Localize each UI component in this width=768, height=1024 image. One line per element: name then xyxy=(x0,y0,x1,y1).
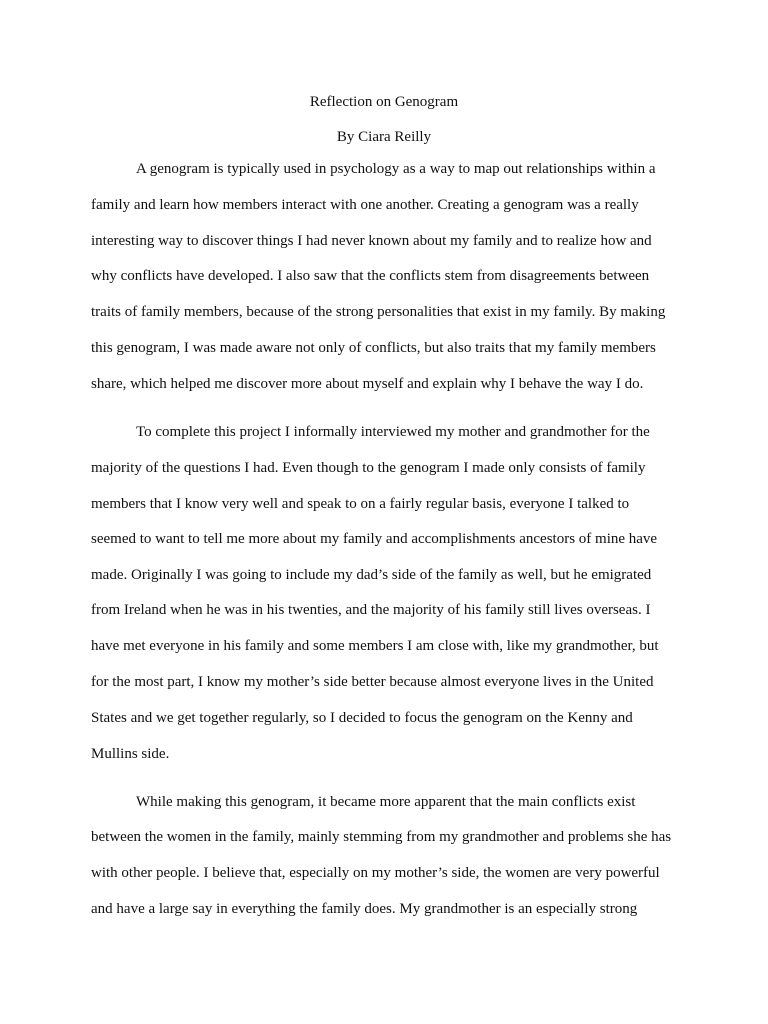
paragraph-3-line-1: While making this genogram, it became more apparent that the main conflicts exist xyxy=(136,794,636,810)
paragraph-1-line-1: A genogram is typically used in psychology as a way to map out relationships within a xyxy=(136,161,656,177)
paragraph-2-line-9: States and we get together regularly, so I decided to focus the genogram on the Kenny and xyxy=(91,710,633,726)
paragraph-2-line-5: made. Originally I was going to include my dad’s side of the family as well, but he emigrated xyxy=(91,567,652,583)
paragraph-3-line-2: between the women in the family, mainly stemming from my grandmother and problems she has xyxy=(91,829,672,845)
paragraph-1-line-5: traits of family members, because of the strong personalities that exist in my family. By making xyxy=(91,304,666,320)
document-title: Reflection on Genogram xyxy=(309,94,459,110)
paragraph-2-line-1: To complete this project I informally interviewed my mother and grandmother for the xyxy=(136,424,650,440)
paragraph-2-line-8: for the most part, I know my mother’s side better because almost everyone lives in the United xyxy=(91,674,654,690)
paragraph-3-line-3: with other people. I believe that, especially on my mother’s side, the women are very powerful xyxy=(91,865,660,881)
paragraph-1-line-7: share, which helped me discover more about myself and explain why I behave the way I do. xyxy=(91,376,644,392)
paragraph-1-line-3: interesting way to discover things I had never known about my family and to realize how and xyxy=(91,233,652,249)
paragraph-2-line-4: seemed to want to tell me more about my family and accomplishments ancestors of mine have xyxy=(91,531,658,547)
paragraph-3-line-4: and have a large say in everything the family does. My grandmother is an especially strong xyxy=(91,901,638,917)
paragraph-2-line-3: members that I know very well and speak to on a fairly regular basis, everyone I talked to xyxy=(91,496,630,512)
paragraph-2-line-10: Mullins side. xyxy=(91,746,170,762)
paragraph-1-line-6: this genogram, I was made aware not only of conflicts, but also traits that my family members xyxy=(91,340,656,356)
paragraph-2-line-2: majority of the questions I had. Even though to the genogram I made only consists of family xyxy=(91,460,646,476)
paragraph-2-line-6: from Ireland when he was in his twenties, and the majority of his family still lives overseas. I xyxy=(91,602,651,618)
paragraph-2-line-7: have met everyone in his family and some members I am close with, like my grandmother, but xyxy=(91,638,659,654)
paragraph-1-line-4: why conflicts have developed. I also saw that the conflicts stem from disagreements between xyxy=(91,268,650,284)
document-byline: By Ciara Reilly xyxy=(336,129,432,145)
paragraph-1-line-2: family and learn how members interact with one another. Creating a genogram was a really xyxy=(91,197,639,213)
